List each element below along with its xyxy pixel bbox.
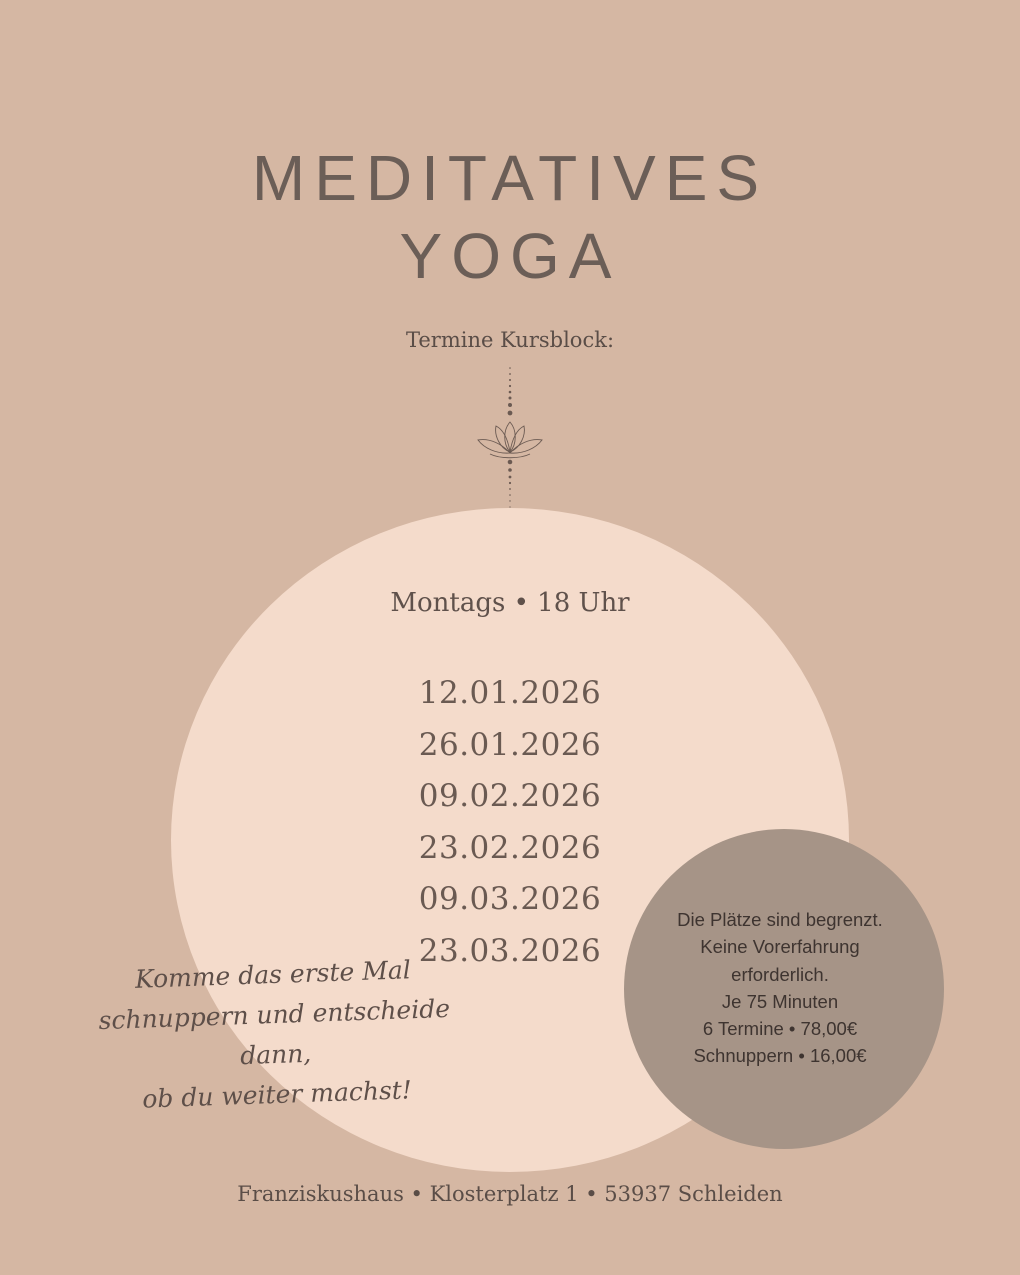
info-line: 6 Termine • 78,00€: [702, 1018, 858, 1040]
info-text: [624, 906, 936, 1070]
date-item: 09.03.2026: [418, 881, 602, 917]
info-line: Keine Vorerfahrung: [700, 936, 860, 958]
date-item: 23.03.2026: [418, 932, 602, 969]
date-item: 12.01.2026: [418, 675, 602, 711]
info-line: Je 75 Minuten: [721, 990, 839, 1012]
lotus-icon: [470, 362, 550, 512]
title-line-1: MEDITATIVES: [251, 142, 769, 214]
subtitle: Termine Kursblock:: [405, 328, 615, 352]
info-line: Schnuppern • 16,00€: [693, 1045, 867, 1067]
trial-note-line: schnuppern und entscheide dann,: [98, 993, 451, 1071]
date-item: 23.02.2026: [418, 829, 602, 866]
trial-note-line: Komme das erste Mal: [134, 955, 412, 994]
date-item: 26.01.2026: [418, 726, 602, 763]
address-footer: Franziskushaus • Klosterplatz 1 • 53937 Schleiden: [237, 1182, 783, 1206]
title-line-2: YOGA: [399, 220, 621, 292]
trial-note-line: ob du weiter machst!: [141, 1075, 413, 1114]
date-item: 09.02.2026: [418, 778, 602, 814]
info-line: erforderlich.: [731, 963, 829, 985]
info-line: Die Plätze sind begrenzt.: [677, 909, 883, 930]
schedule-header: Montags • 18 Uhr: [390, 588, 630, 618]
trial-note: [67, 948, 482, 1122]
